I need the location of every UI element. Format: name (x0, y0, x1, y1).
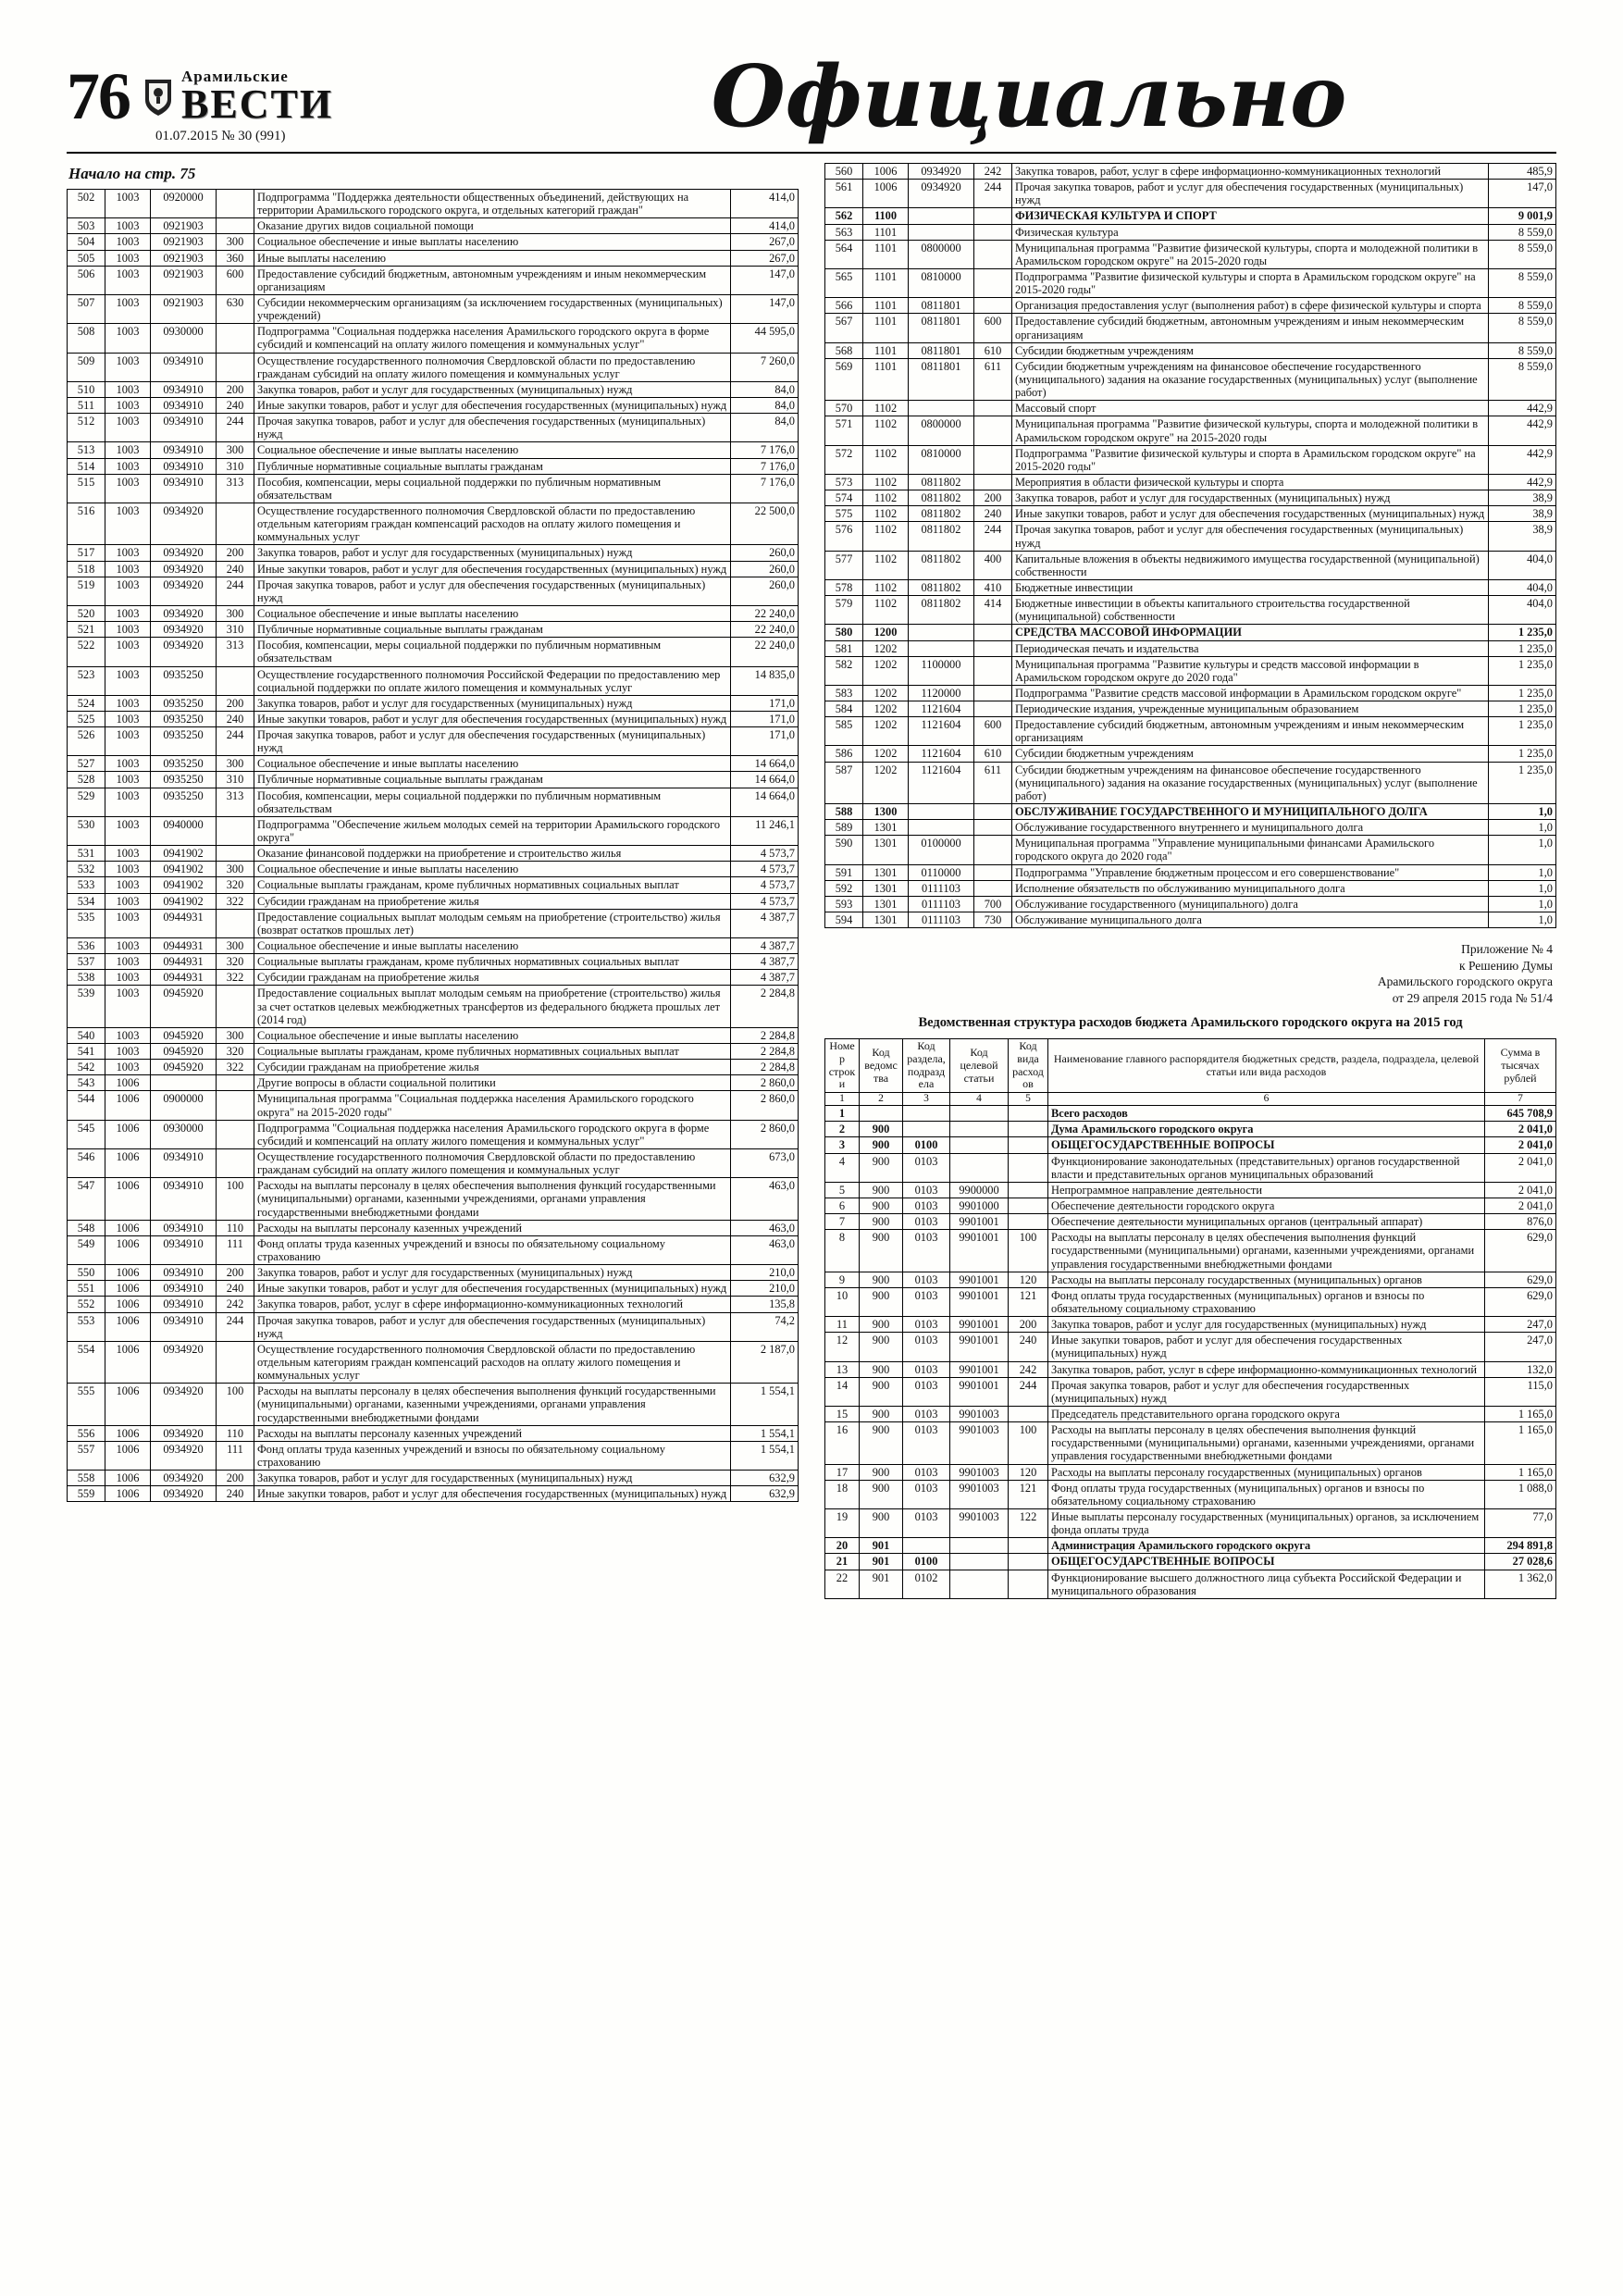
table-row: 587 1202 1121604 611 Субсидии бюджетным учреждениям на финансовое обеспечение государственного (муниципального) задания на оказание государственных (муниципальных) услуг (выполнение работ) 1 235,0 (825, 762, 1556, 803)
table-row: 508 1003 0930000 Подпрограмма "Социальная поддержка населения Арамильского городского округа в форме субсидий и компенсаций на оплату жилого помещения и коммунальных услуг" 44 595,0 (68, 324, 799, 353)
table-row: 548 1006 0934910 110 Расходы на выплаты персоналу казенных учреждений 463,0 (68, 1220, 799, 1235)
table-row: 7 900 0103 9901001 Обеспечение деятельности муниципальных органов (центральный аппарат) 876,0 (825, 1214, 1556, 1230)
table-row: 580 1200 СРЕДСТВА МАССОВОЙ ИНФОРМАЦИИ 1 235,0 (825, 625, 1556, 640)
column-header: Код раздела, подраздела (903, 1039, 950, 1093)
table-row: 586 1202 1121604 610 Субсидии бюджетным учреждениям 1 235,0 (825, 746, 1556, 762)
table-row: 576 1102 0811802 244 Прочая закупка товаров, работ и услуг для обеспечения государственных (муниципальных) нужд 38,9 (825, 522, 1556, 551)
table-row: 1 Всего расходов 645 708,9 (825, 1106, 1556, 1122)
table-row: 588 1300 ОБСЛУЖИВАНИЕ ГОСУДАРСТВЕННОГО И МУНИЦИПАЛЬНОГО ДОЛГА 1,0 (825, 804, 1556, 820)
table-row: 594 1301 0111103 730 Обслуживание муниципального долга 1,0 (825, 912, 1556, 928)
table-row: 550 1006 0934910 200 Закупка товаров, работ и услуг для государственных (муниципальных) нужд 210,0 (68, 1265, 799, 1281)
table-row: 13 900 0103 9901001 242 Закупка товаров, работ, услуг в сфере информационно-коммуникационных технологий 132,0 (825, 1361, 1556, 1377)
table-row: 536 1003 0944931 300 Социальное обеспечение и иные выплаты населению 4 387,7 (68, 938, 799, 954)
table-row: 12 900 0103 9901001 240 Иные закупки товаров, работ и услуг для обеспечения государственных (муниципальных) нужд 247,0 (825, 1333, 1556, 1361)
vedomstv-structure-table (824, 1038, 1556, 1598)
table-row: 16 900 0103 9901003 100 Расходы на выплаты персоналу в целях обеспечения выполнения функций государственными (муниципальными) органами, казенными учреждениями, органами управления государственными внебюджетными фондами 1 165,0 (825, 1422, 1556, 1464)
table-row: 512 1003 0934910 244 Прочая закупка товаров, работ и услуг для обеспечения государственных (муниципальных) нужд 84,0 (68, 414, 799, 442)
table-row: 526 1003 0935250 244 Прочая закупка товаров, работ и услуг для обеспечения государственных (муниципальных) нужд 171,0 (68, 727, 799, 756)
table-row: 546 1006 0934910 Осуществление государственного полномочия Свердловской области по предоставлению гражданам субсидий на оплату жилого помещения и коммунальных услуг 673,0 (68, 1149, 799, 1178)
table-row: 502 1003 0920000 Подпрограмма "Поддержка деятельности общественных объединений, действующих на территории Арамильского городского округа, и отдельных категорий граждан" 414,0 (68, 190, 799, 218)
issue-line: 01.07.2015 № 30 (991) (155, 129, 286, 143)
table-row: 561 1006 0934920 244 Прочая закупка товаров, работ и услуг для обеспечения государственных (муниципальных) нужд 147,0 (825, 180, 1556, 208)
table-row: 18 900 0103 9901003 121 Фонд оплаты труда государственных (муниципальных) органов и взносы по обязательному социальному страхованию 1 088,0 (825, 1480, 1556, 1508)
right-column (824, 163, 1556, 1599)
appendix-line: к Решению Думы (1459, 958, 1553, 973)
column-number: 6 (1048, 1093, 1485, 1106)
table-row: 517 1003 0934920 200 Закупка товаров, работ и услуг для государственных (муниципальных) нужд 260,0 (68, 545, 799, 561)
vedomstv-table-title: Ведомственная структура расходов бюджета Арамильского городского округа на 2015 год (918, 1015, 1463, 1031)
table-row: 19 900 0103 9901003 122 Иные выплаты персоналу государственных (муниципальных) органов, за исключением фонда оплаты труда 77,0 (825, 1508, 1556, 1537)
table-row: 523 1003 0935250 Осуществление государственного полномочия Российской Федерации по предоставлению мер социальной поддержки по оплате жилого помещения и коммунальных услуг 14 835,0 (68, 666, 799, 695)
table-row: 509 1003 0934910 Осуществление государственного полномочия Свердловской области по предоставлению гражданам субсидий на оплату жилого помещения и коммунальных услуг 7 260,0 (68, 353, 799, 381)
table-row: 581 1202 Периодическая печать и издательства 1 235,0 (825, 640, 1556, 656)
table-row: 4 900 0103 Функционирование законодательных (представительных) органов государственной власти и представительных органов муниципальных образований 2 041,0 (825, 1153, 1556, 1182)
table-row: 567 1101 0811801 600 Предоставление субсидий бюджетным, автономным учреждениям и иным некоммерческим организациям 8 559,0 (825, 314, 1556, 342)
column-header: Наименование главного распорядителя бюджетных средств, раздела, подраздела, целевой статьи или вида расходов (1048, 1039, 1485, 1093)
table-row: 525 1003 0935250 240 Иные закупки товаров, работ и услуг для обеспечения государственных (муниципальных) нужд 171,0 (68, 711, 799, 726)
table-row: 504 1003 0921903 300 Социальное обеспечение и иные выплаты населению 267,0 (68, 234, 799, 250)
masthead (67, 58, 502, 144)
column-number: 2 (860, 1093, 903, 1106)
table-row: 584 1202 1121604 Периодические издания, учрежденные муниципальным образованием 1 235,0 (825, 701, 1556, 717)
content-columns (67, 163, 1556, 1599)
table-row: 544 1006 0900000 Муниципальная программа "Социальная поддержка населения Арамильского городского округа" на 2015-2020 годы" 2 860,0 (68, 1091, 799, 1120)
table-row: 505 1003 0921903 360 Иные выплаты населению 267,0 (68, 250, 799, 266)
brand-title: ВЕСТИ (181, 81, 334, 127)
column-number: 1 (825, 1093, 860, 1106)
table-row: 2 900 Дума Арамильского городского округа 2 041,0 (825, 1122, 1556, 1137)
table-row: 573 1102 0811802 Мероприятия в области физической культуры и спорта 442,9 (825, 474, 1556, 490)
table-row: 522 1003 0934920 313 Пособия, компенсации, меры социальной поддержки по публичным нормативным обязательствам 22 240,0 (68, 638, 799, 666)
table-row: 11 900 0103 9901001 200 Закупка товаров, работ и услуг для государственных (муниципальных) нужд 247,0 (825, 1317, 1556, 1333)
table-row: 572 1102 0810000 Подпрограмма "Развитие физической культуры и спорта в Арамильском городском округе" на 2015-2020 годы" 442,9 (825, 445, 1556, 474)
table-row: 551 1006 0934910 240 Иные закупки товаров, работ и услуг для обеспечения государственных (муниципальных) нужд 210,0 (68, 1281, 799, 1297)
table-row: 21 901 0100 ОБЩЕГОСУДАРСТВЕННЫЕ ВОПРОСЫ 27 028,6 (825, 1554, 1556, 1570)
table-row: 593 1301 0111103 700 Обслуживание государственного (муниципального) долга 1,0 (825, 896, 1556, 912)
continuation-note: Начало на стр. 75 (68, 165, 196, 182)
column-header: Код ведомства (860, 1039, 903, 1093)
table-row: 524 1003 0935250 200 Закупка товаров, работ и услуг для государственных (муниципальных) нужд 171,0 (68, 695, 799, 711)
table-row: 530 1003 0940000 Подпрограмма "Обеспечение жильем молодых семей на территории Арамильского городского округа" 11 246,1 (68, 816, 799, 845)
page-header (67, 46, 1556, 154)
table-row: 531 1003 0941902 Оказание финансовой поддержки на приобретение и строительство жилья 4 573,7 (68, 846, 799, 862)
table-row: 529 1003 0935250 313 Пособия, компенсации, меры социальной поддержки по публичным нормативным обязательствам 14 664,0 (68, 788, 799, 816)
table-row: 545 1006 0930000 Подпрограмма "Социальная поддержка населения Арамильского городского округа в форме субсидий и компенсаций на оплату жилого помещения и коммунальных услуг" 2 860,0 (68, 1120, 799, 1148)
appendix-line: Арамильского городского округа (1377, 974, 1553, 989)
appendix-line: Приложение № 4 (1461, 942, 1553, 957)
column-number: 4 (950, 1093, 1009, 1106)
table-row: 519 1003 0934920 244 Прочая закупка товаров, работ и услуг для обеспечения государственных (муниципальных) нужд 260,0 (68, 577, 799, 605)
table-row: 560 1006 0934920 242 Закупка товаров, работ, услуг в сфере информационно-коммуникационных технологий 485,9 (825, 164, 1556, 180)
table-row: 549 1006 0934910 111 Фонд оплаты труда казенных учреждений и взносы по обязательному социальному страхованию 463,0 (68, 1235, 799, 1264)
header-row (825, 1039, 1556, 1093)
table-row: 527 1003 0935250 300 Социальное обеспечение и иные выплаты населению 14 664,0 (68, 756, 799, 772)
column-number: 7 (1485, 1093, 1556, 1106)
table-row: 503 1003 0921903 Оказание других видов социальной помощи 414,0 (68, 218, 799, 234)
table-row: 553 1006 0934910 244 Прочая закупка товаров, работ и услуг для обеспечения государственных (муниципальных) нужд 74,2 (68, 1312, 799, 1341)
table-row: 568 1101 0811801 610 Субсидии бюджетным учреждениям 8 559,0 (825, 342, 1556, 358)
table-row: 566 1101 0811801 Организация предоставления услуг (выполнения работ) в сфере физической культуры и спорта 8 559,0 (825, 298, 1556, 314)
table-row: 8 900 0103 9901001 100 Расходы на выплаты персоналу в целях обеспечения выполнения функций государственными (муниципальными) органами, казенными учреждениями, органами управления государственными внебюджетными фондами 629,0 (825, 1230, 1556, 1272)
table-row: 516 1003 0934920 Осуществление государственного полномочия Свердловской области по предоставлению отдельным категориям граждан компенсаций расходов на оплату жилого помещения и коммунальных услуг 22 500,0 (68, 503, 799, 544)
appendix-block (824, 941, 1553, 1006)
table-row: 17 900 0103 9901003 120 Расходы на выплаты персоналу государственных (муниципальных) органов 1 165,0 (825, 1464, 1556, 1480)
table-row: 538 1003 0944931 322 Субсидии гражданам на приобретение жилья 4 387,7 (68, 970, 799, 986)
table-row: 592 1301 0111103 Исполнение обязательств по обслуживанию муниципального долга 1,0 (825, 880, 1556, 896)
table-row: 570 1102 Массовый спорт 442,9 (825, 401, 1556, 416)
table-row: 521 1003 0934920 310 Публичные нормативные социальные выплаты гражданам 22 240,0 (68, 622, 799, 638)
table-row: 571 1102 0800000 Муниципальная программа "Развитие физической культуры, спорта и молодежной политики в Арамильском городском округе" на 2015-2020 годы 442,9 (825, 416, 1556, 445)
table-row: 585 1202 1121604 600 Предоставление субсидий бюджетным, автономным учреждениям и иным некоммерческим организациям 1 235,0 (825, 717, 1556, 746)
table-row: 556 1006 0934920 110 Расходы на выплаты персоналу казенных учреждений 1 554,1 (68, 1425, 799, 1441)
table-row: 14 900 0103 9901001 244 Прочая закупка товаров, работ и услуг для обеспечения государственных (муниципальных) нужд 115,0 (825, 1377, 1556, 1406)
table-row: 535 1003 0944931 Предоставление социальных выплат молодым семьям на приобретение (строительство) жилья (возврат остатков прошлых лет) 4 387,7 (68, 909, 799, 937)
table-row: 569 1101 0811801 611 Субсидии бюджетным учреждениям на финансовое обеспечение государственного (муниципального) задания на оказание государственных (муниципальных) услуг (выполнение работ) 8 559,0 (825, 358, 1556, 400)
table-row: 552 1006 0934910 242 Закупка товаров, работ, услуг в сфере информационно-коммуникационных технологий 135,8 (68, 1297, 799, 1312)
column-header: Сумма в тысячах рублей (1485, 1039, 1556, 1093)
table-row: 559 1006 0934920 240 Иные закупки товаров, работ и услуг для обеспечения государственных (муниципальных) нужд 632,9 (68, 1486, 799, 1502)
table-row: 591 1301 0110000 Подпрограмма "Управление бюджетным процессом и его совершенствование" 1,0 (825, 864, 1556, 880)
table-row: 506 1003 0921903 600 Предоставление субсидий бюджетным, автономным учреждениям и иным некоммерческим организациям 147,0 (68, 266, 799, 294)
table-row: 5 900 0103 9900000 Непрограммное направление деятельности 2 041,0 (825, 1182, 1556, 1198)
column-header: Код целевой статьи (950, 1039, 1009, 1093)
table-row: 532 1003 0941902 300 Социальное обеспечение и иные выплаты населению 4 573,7 (68, 862, 799, 877)
table-row: 539 1003 0945920 Предоставление социальных выплат молодым семьям на приобретение (строительство) жилья за счет остатков целевых межбюджетных трансфертов из федерального бюджета прошлых лет (2014 год) 2 284,8 (68, 986, 799, 1027)
crest-icon (142, 78, 174, 117)
table-row: 575 1102 0811802 240 Иные закупки товаров, работ и услуг для обеспечения государственных (муниципальных) нужд 38,9 (825, 506, 1556, 522)
table-row: 534 1003 0941902 322 Субсидии гражданам на приобретение жилья 4 573,7 (68, 893, 799, 909)
table-row: 582 1202 1100000 Муниципальная программа "Развитие культуры и средств массовой информации в Арамильском городском округе до 2020 года" 1 235,0 (825, 656, 1556, 685)
table-row: 542 1003 0945920 322 Субсидии гражданам на приобретение жилья 2 284,8 (68, 1060, 799, 1075)
table-row: 562 1100 ФИЗИЧЕСКАЯ КУЛЬТУРА И СПОРТ 9 001,9 (825, 208, 1556, 224)
column-number: 5 (1009, 1093, 1048, 1106)
table-row: 3 900 0100 ОБЩЕГОСУДАРСТВЕННЫЕ ВОПРОСЫ 2 041,0 (825, 1137, 1556, 1153)
table-row: 590 1301 0100000 Муниципальная программа "Управление муниципальными финансами Арамильского городского округа до 2020 года" 1,0 (825, 836, 1556, 864)
table-row: 514 1003 0934910 310 Публичные нормативные социальные выплаты гражданам 7 176,0 (68, 458, 799, 474)
table-row: 540 1003 0945920 300 Социальное обеспечение и иные выплаты населению 2 284,8 (68, 1027, 799, 1043)
budget-table-left (67, 189, 799, 1502)
table-row: 563 1101 Физическая культура 8 559,0 (825, 224, 1556, 240)
table-row: 574 1102 0811802 200 Закупка товаров, работ и услуг для государственных (муниципальных) нужд 38,9 (825, 490, 1556, 506)
table-row: 10 900 0103 9901001 121 Фонд оплаты труда государственных (муниципальных) органов и взносы по обязательному социальному страхованию 629,0 (825, 1287, 1556, 1316)
table-row: 537 1003 0944931 320 Социальные выплаты гражданам, кроме публичных нормативных социальных выплат 4 387,7 (68, 954, 799, 970)
table-row: 533 1003 0941902 320 Социальные выплаты гражданам, кроме публичных нормативных социальных выплат 4 573,7 (68, 877, 799, 893)
table-row: 555 1006 0934920 100 Расходы на выплаты персоналу в целях обеспечения выполнения функций государственными (муниципальными) органами, казенными учреждениями, органами управления государственными внебюджетными фондами 1 554,1 (68, 1384, 799, 1425)
table-row: 541 1003 0945920 320 Социальные выплаты гражданам, кроме публичных нормативных социальных выплат 2 284,8 (68, 1044, 799, 1060)
table-row: 9 900 0103 9901001 120 Расходы на выплаты персоналу государственных (муниципальных) органов 629,0 (825, 1272, 1556, 1287)
table-row: 22 901 0102 Функционирование высшего должностного лица субъекта Российской Федерации и муниципального образования 1 362,0 (825, 1570, 1556, 1598)
table-row: 558 1006 0934920 200 Закупка товаров, работ и услуг для государственных (муниципальных) нужд 632,9 (68, 1471, 799, 1486)
table-row: 589 1301 Обслуживание государственного внутреннего и муниципального долга 1,0 (825, 820, 1556, 836)
column-number: 3 (903, 1093, 950, 1106)
table-row: 513 1003 0934910 300 Социальное обеспечение и иные выплаты населению 7 176,0 (68, 442, 799, 458)
table-row: 6 900 0103 9901000 Обеспечение деятельности городского округа 2 041,0 (825, 1198, 1556, 1214)
budget-table-right (824, 163, 1556, 928)
table-row: 507 1003 0921903 630 Субсидии некоммерческим организациям (за исключением государственных (муниципальных) учреждений) 147,0 (68, 294, 799, 323)
table-row: 583 1202 1120000 Подпрограмма "Развитие средств массовой информации в Арамильском городском округе" 1 235,0 (825, 685, 1556, 701)
column-number-row (825, 1093, 1556, 1106)
table-row: 528 1003 0935250 310 Публичные нормативные социальные выплаты гражданам 14 664,0 (68, 772, 799, 788)
table-row: 557 1006 0934920 111 Фонд оплаты труда казенных учреждений и взносы по обязательному социальному страхованию 1 554,1 (68, 1441, 799, 1470)
left-column (67, 163, 799, 1502)
page-number: 76 (67, 58, 130, 133)
table-row: 564 1101 0800000 Муниципальная программа "Развитие физической культуры, спорта и молодежной политики в Арамильском городском округе" на 2015-2020 годы 8 559,0 (825, 240, 1556, 268)
table-row: 554 1006 0934920 Осуществление государственного полномочия Свердловской области по предоставлению отдельным категориям граждан компенсаций расходов на оплату жилого помещения и коммунальных услуг 2 187,0 (68, 1341, 799, 1383)
table-row: 518 1003 0934920 240 Иные закупки товаров, работ и услуг для обеспечения государственных (муниципальных) нужд 260,0 (68, 561, 799, 577)
brand (181, 68, 333, 125)
table-row: 543 1006 Другие вопросы в области социальной политики 2 860,0 (68, 1075, 799, 1091)
table-row: 511 1003 0934910 240 Иные закупки товаров, работ и услуг для обеспечения государственных (муниципальных) нужд 84,0 (68, 397, 799, 413)
table-row: 520 1003 0934920 300 Социальное обеспечение и иные выплаты населению 22 240,0 (68, 605, 799, 621)
table-row: 577 1102 0811802 400 Капитальные вложения в объекты недвижимого имущества государственной (муниципальной) собственности 404,0 (825, 551, 1556, 579)
appendix-line: от 29 апреля 2015 года № 51/4 (1392, 990, 1553, 1005)
column-header: Номер строки (825, 1039, 860, 1093)
table-row: 578 1102 0811802 410 Бюджетные инвестиции 404,0 (825, 579, 1556, 595)
table-row: 579 1102 0811802 414 Бюджетные инвестиции в объекты капитального строительства государственной (муниципальной) собственности 404,0 (825, 596, 1556, 625)
brand-city: Арамильские (181, 68, 289, 85)
table-row: 510 1003 0934910 200 Закупка товаров, работ и услуг для государственных (муниципальных) нужд 84,0 (68, 381, 799, 397)
column-header: Код вида расходов (1009, 1039, 1048, 1093)
section-title: Официально (711, 46, 1347, 146)
table-row: 547 1006 0934910 100 Расходы на выплаты персоналу в целях обеспечения выполнения функций государственными (муниципальными) органами, казенными учреждениями, органами управления государственными внебюджетными фондами 463,0 (68, 1178, 799, 1220)
table-row: 20 901 Администрация Арамильского городского округа 294 891,8 (825, 1538, 1556, 1554)
table-row: 565 1101 0810000 Подпрограмма "Развитие физической культуры и спорта в Арамильском городском округе" на 2015-2020 годы" 8 559,0 (825, 268, 1556, 297)
table-row: 15 900 0103 9901003 Председатель представительного органа городского округа 1 165,0 (825, 1406, 1556, 1421)
table-row: 515 1003 0934910 313 Пособия, компенсации, меры социальной поддержки по публичным нормативным обязательствам 7 176,0 (68, 474, 799, 503)
